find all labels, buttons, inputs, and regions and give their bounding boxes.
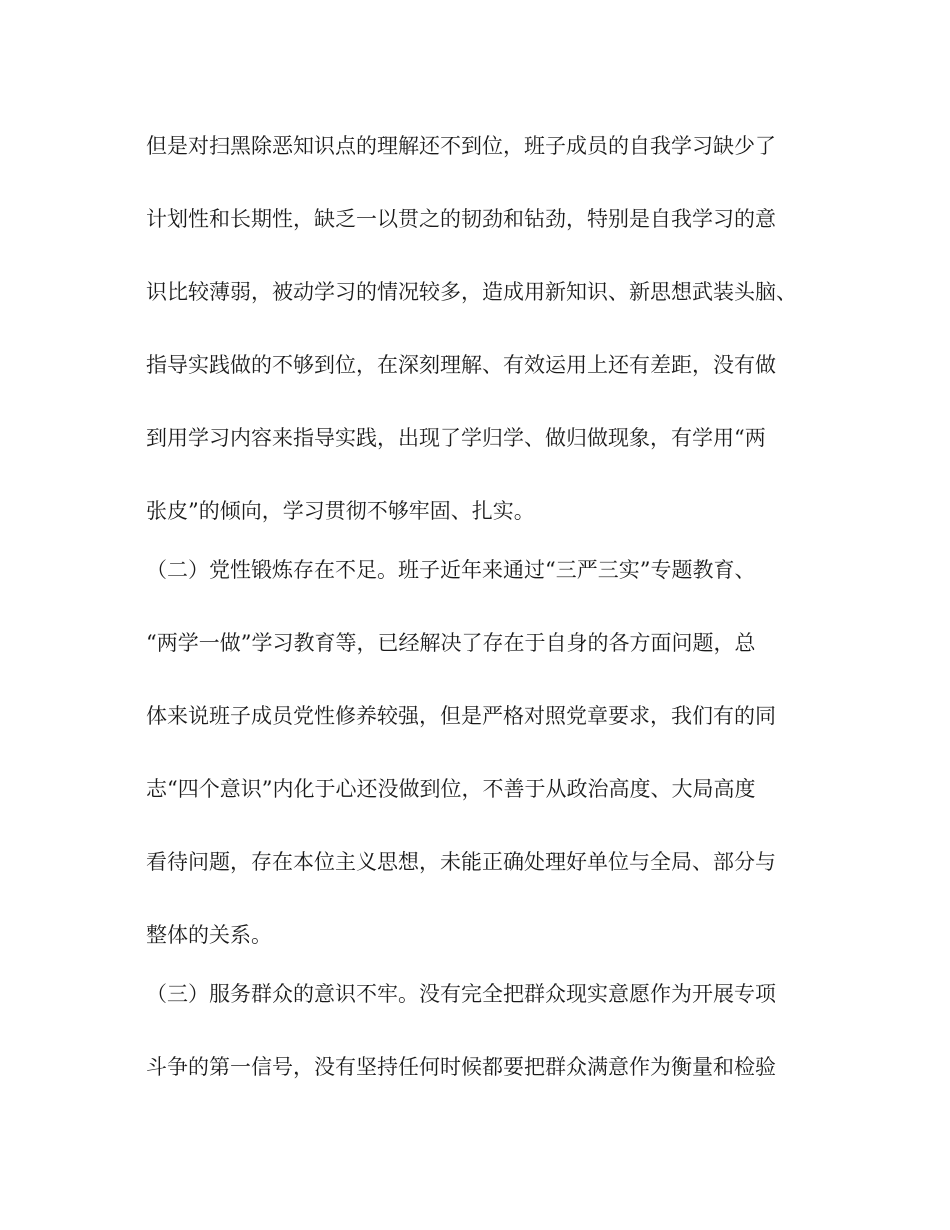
section-heading-line: （二）党性锻炼存在不足。班子近年来通过“三严三实”专题教育、 [146, 558, 756, 582]
text-line: 到用学习内容来指导实践，出现了学归学、做归做现象，有学用“两 [146, 426, 766, 450]
text-line: 张皮”的倾向，学习贯彻不够牢固、扎实。 [146, 499, 535, 523]
text-line: “两学一做”学习教育等，已经解决了存在于自身的各方面问题，总 [146, 631, 756, 655]
text-line: 志“四个意识”内化于心还没做到位，不善于从政治高度、大局高度 [146, 777, 756, 801]
section-heading-line: （三）服务群众的意识不牢。没有完全把群众现实意愿作为开展专项 [146, 982, 776, 1006]
text-line: 但是对扫黑除恶知识点的理解还不到位，班子成员的自我学习缺少了 [146, 134, 776, 158]
text-line: 识比较薄弱，被动学习的情况较多，造成用新知识、新思想武装头脑、 [146, 280, 797, 304]
text-line: 斗争的第一信号，没有坚持任何时候都要把群众满意作为衡量和检验 [146, 1055, 776, 1079]
text-line: 整体的关系。 [146, 923, 272, 947]
text-line: 计划性和长期性，缺乏一以贯之的韧劲和钻劲，特别是自我学习的意 [146, 207, 776, 231]
text-line: 看待问题，存在本位主义思想，未能正确处理好单位与全局、部分与 [146, 850, 776, 874]
text-line: 指导实践做的不够到位，在深刻理解、有效运用上还有差距，没有做 [146, 353, 776, 377]
text-line: 体来说班子成员党性修养较强，但是严格对照党章要求，我们有的同 [146, 704, 776, 728]
